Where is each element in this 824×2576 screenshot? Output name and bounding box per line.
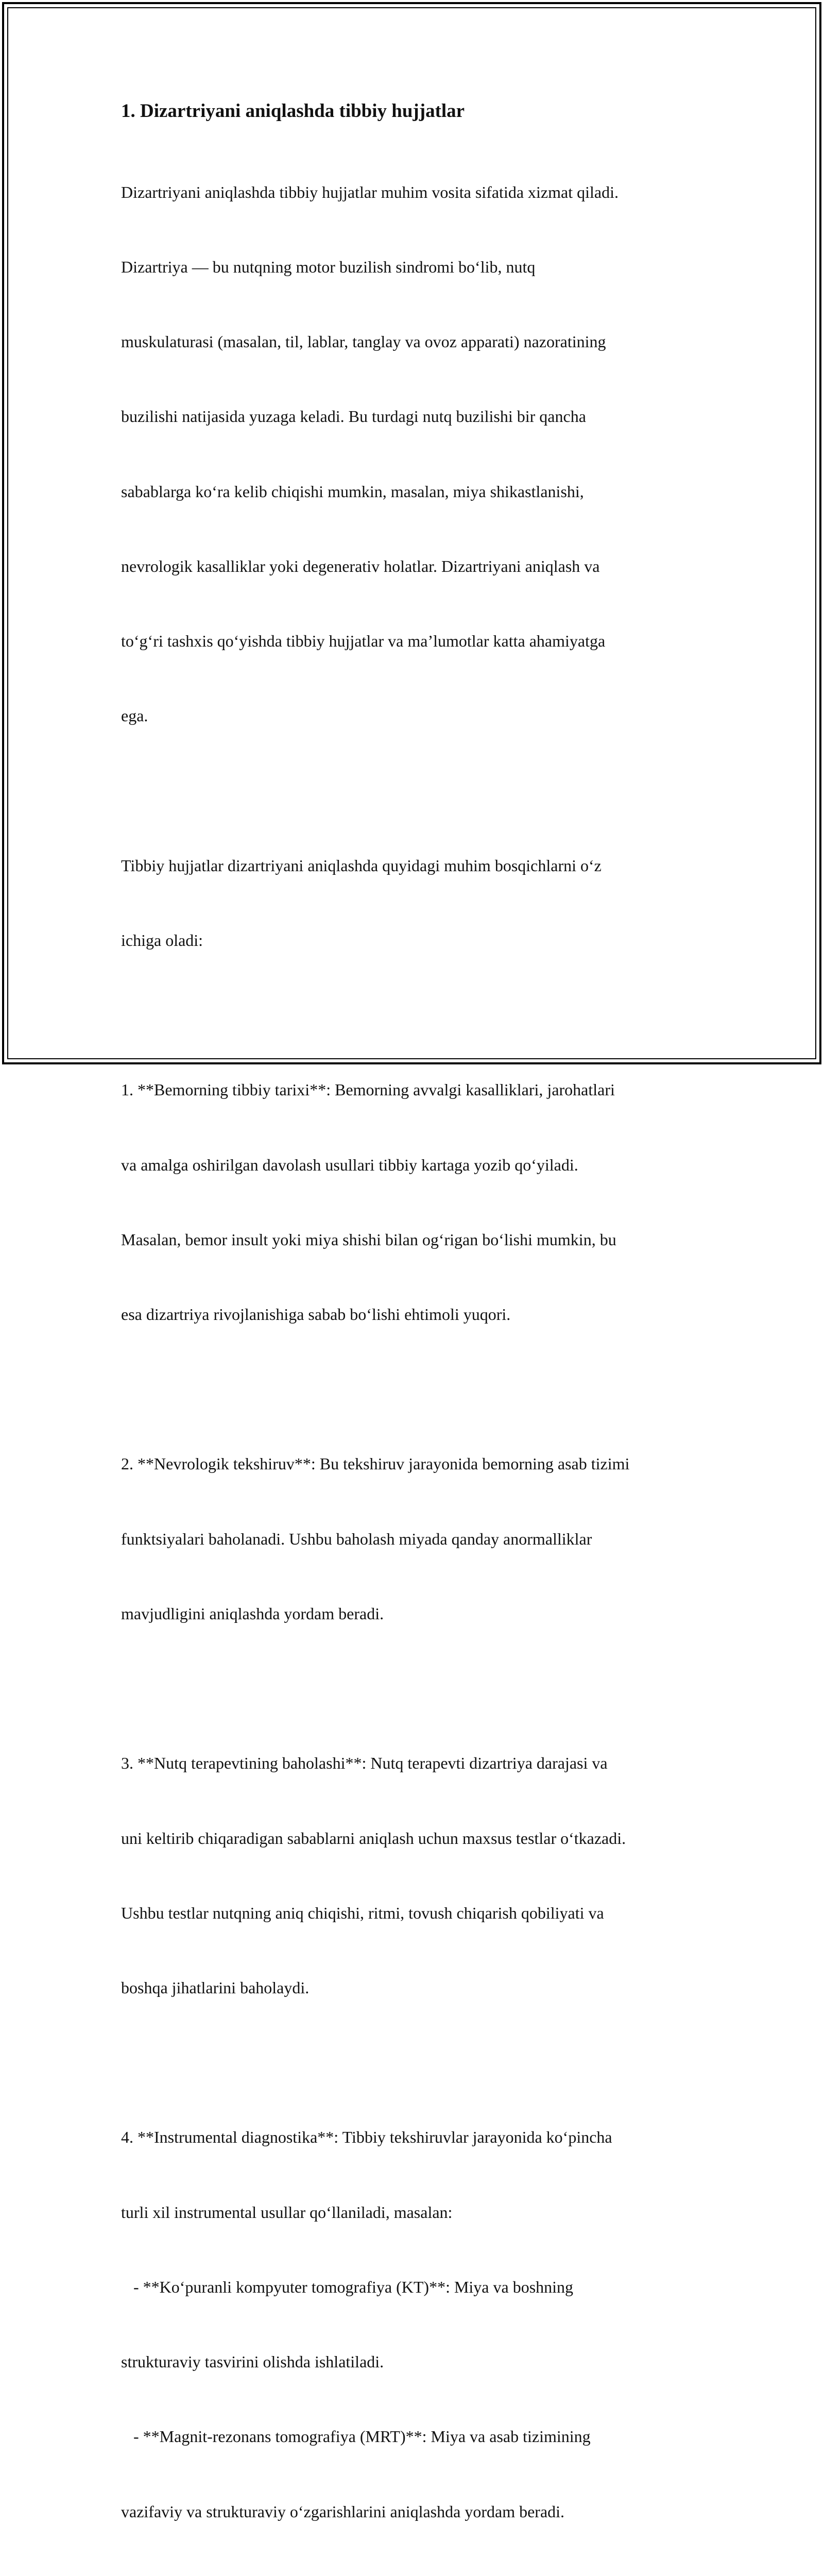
document-body (121, 97, 718, 2576)
list-item-instrumental-diagnostics (121, 2075, 718, 2576)
section-heading: 1. Dizartriyani aniqlashda tibbiy hujjatlar (121, 100, 465, 122)
text-line: Dizartriya — bu nutqning motor buzilish sindromi bo‘lib, nutq (121, 258, 536, 277)
sub-item-line (121, 2574, 718, 2576)
text-line: 4. **Instrumental diagnostika**: Tibbiy tekshiruvlar jarayonida ko‘pincha (121, 2128, 612, 2147)
sub-item-line: - **Ko‘puranli kompyuter tomografiya (KT)**: Miya va boshning (121, 2277, 574, 2296)
text-line: nevrologik kasalliklar yoki degenerativ holatlar. Dizartriyani aniqlash va (121, 556, 600, 575)
sub-item-line: - **Magnit-rezonans tomografiya (MRT)**: Miya va asab tizimining (121, 2427, 591, 2446)
text-line: 3. **Nutq terapevtining baholashi**: Nutq terapevti dizartriya darajasi va (121, 1754, 608, 1773)
text-line: uni keltirib chiqaradigan sabablarni aniqlash uchun maxsus testlar o‘tkazadi. (121, 1828, 626, 1848)
text-line: strukturaviy tasvirini olishda ishlatiladi. (121, 2352, 384, 2371)
text-line: ega. (121, 706, 148, 725)
list-item-medical-history (121, 1028, 718, 1377)
text-line: Dizartriyani aniqlashda tibbiy hujjatlar muhim vosita sifatida xizmat qiladi. (121, 182, 619, 201)
text-line: Ushbu testlar nutqning aniq chiqishi, ritmi, tovush chiqarish qobiliyati va (121, 1903, 604, 1922)
text-line: to‘g‘ri tashxis qo‘yishda tibbiy hujjatlar va ma’lumotlar katta ahamiyatga (121, 632, 606, 651)
text-line: 2. **Nevrologik tekshiruv**: Bu tekshiruv jarayonida bemorning asab tizimi (121, 1454, 630, 1473)
list-item-neurological-exam (121, 1402, 718, 1676)
text-line: muskulaturasi (masalan, til, lablar, tanglay va ovoz apparati) nazoratining (121, 332, 606, 351)
text-line: ichiga oladi: (121, 930, 203, 950)
paragraph-intro (121, 130, 718, 778)
text-line: va amalga oshirilgan davolash usullari tibbiy kartaga yozib qo‘yiladi. (121, 1155, 578, 1174)
text-line: 1. **Bemorning tibbiy tarixi**: Bemorning avvalgi kasalliklari, jarohatlari (121, 1080, 615, 1099)
text-line: funktsiyalari baholanadi. Ushbu baholash miyada qanday anormalliklar (121, 1529, 592, 1548)
text-line: buzilishi natijasida yuzaga keladi. Bu turdagi nutq buzilishi bir qancha (121, 407, 586, 426)
list-item-speech-therapist (121, 1701, 718, 2050)
text-line: turli xil instrumental usullar qo‘llaniladi, masalan: (121, 2202, 453, 2222)
text-line: Tibbiy hujjatlar dizartriyani aniqlashda quyidagi muhim bosqichlarni o‘z (121, 856, 602, 875)
text-line: mavjudligini aniqlashda yordam beradi. (121, 1604, 384, 1623)
text-line: Masalan, bemor insult yoki miya shishi bilan og‘rigan bo‘lishi mumkin, bu (121, 1230, 616, 1249)
paragraph-stages-intro (121, 803, 718, 1003)
text-line: sabablarga ko‘ra kelib chiqishi mumkin, masalan, miya shikastlanishi, (121, 482, 584, 501)
text-line: esa dizartriya rivojlanishiga sabab bo‘lishi ehtimoli yuqori. (121, 1305, 511, 1324)
text-line: boshqa jihatlarini baholaydi. (121, 1978, 310, 1997)
text-line: vazifaviy va strukturaviy o‘zgarishlarini aniqlashda yordam beradi. (121, 2502, 565, 2521)
